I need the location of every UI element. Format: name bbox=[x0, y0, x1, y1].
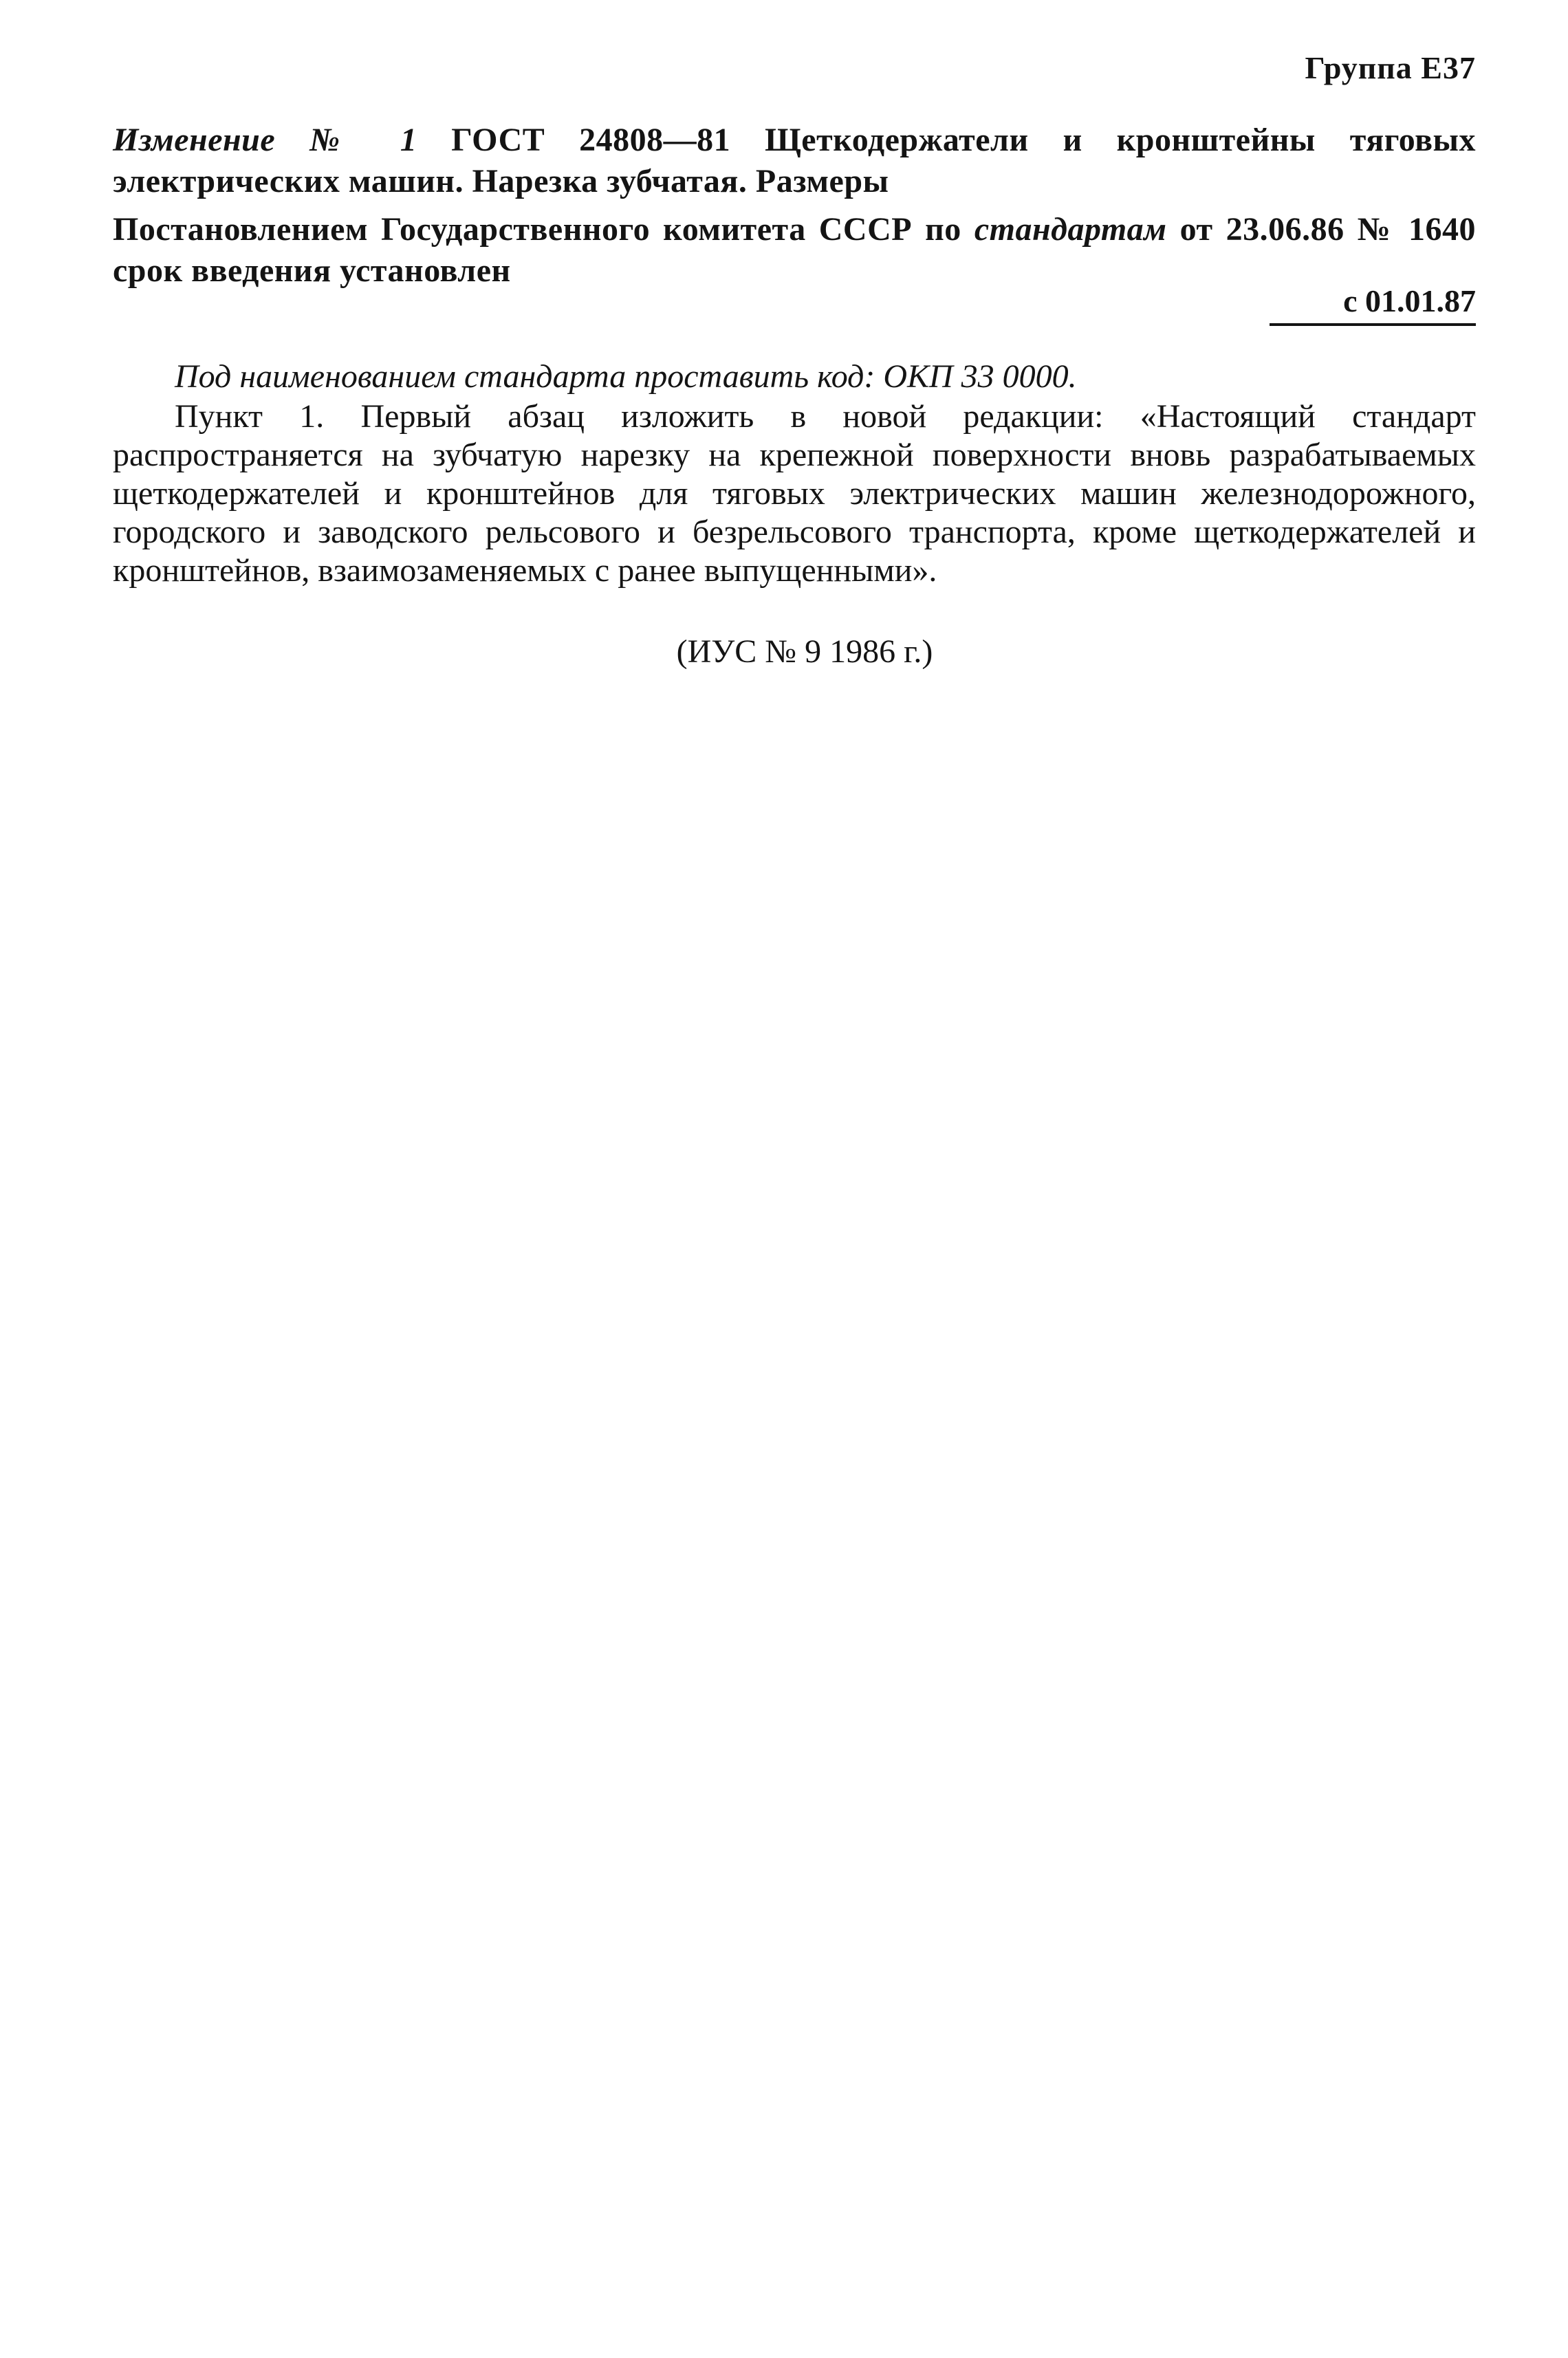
amendment-heading bbox=[113, 120, 1476, 202]
source-reference: (ИУС № 9 1986 г.) bbox=[676, 633, 933, 670]
resolution-text bbox=[113, 209, 1476, 292]
amendment-title: ГОСТ 24808—81 Щеткодержатели и кронштейны тяговых электрических машин. Нарезка зубчатая. Размеры bbox=[113, 122, 1477, 199]
resolution-part-2: стандартам bbox=[974, 211, 1167, 248]
paragraph-okp-code: Под наименованием стандарта проставить код: ОКП 33 0000. bbox=[175, 358, 1077, 395]
resolution-part-3: от 23.06.86 № 1640 срок введения установлен bbox=[113, 211, 1477, 289]
effective-date: с 01.01.87 bbox=[1270, 282, 1476, 326]
amendment-label: Изменение № 1 bbox=[113, 122, 417, 158]
paragraph-clause-1: Пункт 1. Первый абзац изложить в новой редакции: «Настоящий стандарт распространяется на зубчатую нарезку на крепежной поверхности вновь разрабатываемых щеткодержателей и кронштейнов для тяговых электрических машин железнодорожного, городского и заводского рельсового и безрельсового транспорта, кроме щеткодержателей и кронштейнов, взаимозаменяемых с ранее выпущенными». bbox=[113, 398, 1476, 589]
group-code: Группа Е37 bbox=[1305, 50, 1476, 85]
resolution-part-1: Постановлением Государственного комитета СССР по bbox=[113, 211, 961, 248]
